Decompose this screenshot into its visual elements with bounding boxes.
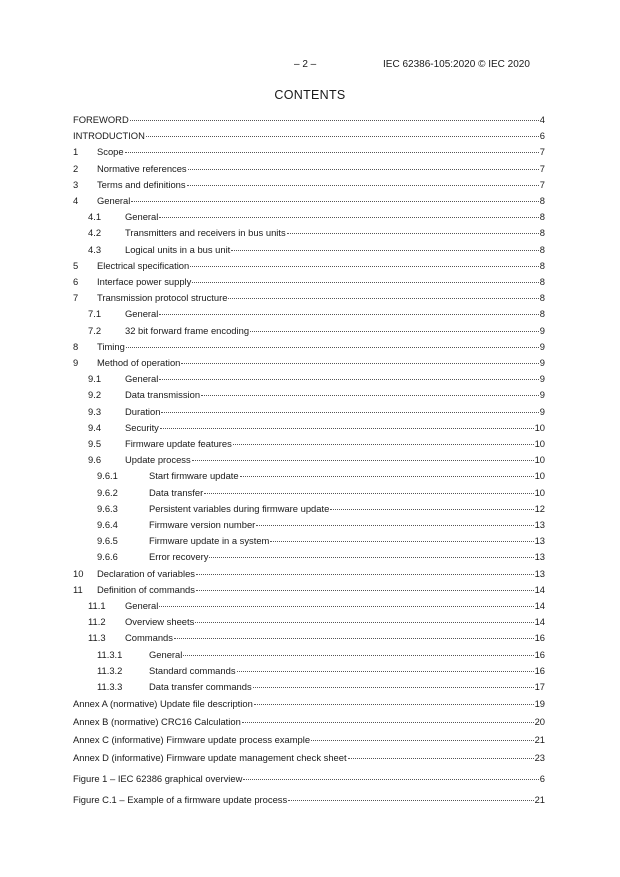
- toc-entry-page: 7: [539, 178, 545, 190]
- dot-leader: [126, 347, 539, 348]
- toc-entry-page: 7: [539, 162, 545, 174]
- toc-entry-number: 9: [73, 357, 79, 368]
- toc-entry-number: 2: [73, 162, 79, 174]
- dot-leader: [250, 331, 539, 332]
- toc-entry-page: 8: [539, 195, 545, 206]
- dot-leader: [159, 379, 538, 380]
- toc-entry-page: 10: [534, 470, 545, 482]
- dot-leader: [130, 120, 539, 121]
- toc-entry-page: 14: [534, 583, 545, 595]
- dot-leader: [237, 671, 534, 672]
- toc-entry-title: Annex B (normative) CRC16 Calculation: [73, 716, 241, 728]
- dot-leader: [256, 525, 533, 526]
- toc-entry[interactable]: [73, 733, 545, 747]
- toc-entry-page: 8: [539, 227, 545, 239]
- toc-entry[interactable]: [97, 518, 545, 532]
- dot-leader: [183, 655, 533, 656]
- toc-entry-number: 9.6.4: [97, 519, 118, 530]
- toc-entry[interactable]: [97, 534, 545, 548]
- dot-leader: [196, 590, 534, 591]
- toc-entry-page: 13: [534, 551, 545, 563]
- toc-entry[interactable]: [88, 372, 545, 386]
- figure-entry-page: 6: [539, 773, 545, 784]
- toc-entry-number: 1: [73, 146, 79, 158]
- toc-entry[interactable]: [88, 421, 545, 435]
- dot-leader: [311, 740, 533, 741]
- toc-entry-page: 13: [534, 567, 545, 579]
- toc-entry-title: Data transmission: [125, 389, 201, 401]
- toc-entry-title: Annex A (normative) Update file description: [73, 698, 253, 710]
- toc-entry[interactable]: [73, 715, 545, 729]
- figure-entry-title: Figure C.1 – Example of a firmware update process: [73, 794, 288, 805]
- toc-entry[interactable]: [88, 405, 545, 419]
- dot-leader: [190, 266, 539, 267]
- toc-entry-page: 10: [534, 454, 545, 466]
- toc-entry-number: 3: [73, 178, 79, 190]
- toc-entry-page: 8: [539, 211, 545, 223]
- toc-entry-title: Transmission protocol structure: [97, 292, 228, 304]
- toc-entry-title: Commands: [125, 632, 173, 644]
- toc-entry-number: 9.6.2: [97, 486, 118, 498]
- toc-entry[interactable]: [88, 615, 545, 629]
- toc-entry-page: 4: [539, 114, 545, 125]
- toc-entry[interactable]: [73, 275, 545, 289]
- toc-entry[interactable]: [73, 751, 545, 765]
- toc-entry[interactable]: [73, 697, 545, 711]
- toc-entry-title: General: [125, 600, 159, 611]
- toc-entry[interactable]: [73, 567, 545, 581]
- toc-entry-page: 17: [534, 681, 545, 692]
- toc-entry[interactable]: [97, 680, 545, 694]
- toc-entry-title: General: [125, 373, 159, 385]
- toc-entry[interactable]: [97, 486, 545, 500]
- toc-entry-page: 8: [539, 259, 545, 271]
- toc-entry-title: Logical units in a bus unit: [125, 243, 231, 255]
- toc-entry-page: 16: [534, 664, 545, 676]
- dot-leader: [228, 298, 538, 299]
- dot-leader: [161, 412, 538, 413]
- toc-entry-number: 4.2: [88, 227, 102, 239]
- dot-leader: [287, 233, 539, 234]
- toc-entry-page: 10: [534, 486, 545, 498]
- toc-entry-title: Annex D (informative) Firmware update management check sheet: [73, 752, 347, 764]
- dot-leader: [233, 444, 534, 445]
- toc-entry-title: General: [125, 308, 159, 320]
- toc-entry-title: General: [125, 211, 159, 223]
- toc-entry-title: Duration: [125, 405, 161, 417]
- toc-entry[interactable]: [73, 178, 545, 192]
- toc-entry-page: 14: [534, 616, 545, 628]
- toc-entry-number: 9.1: [88, 373, 102, 385]
- toc-entry-title: Timing: [97, 340, 125, 352]
- document-reference: IEC 62386-105:2020 © IEC 2020: [383, 59, 530, 70]
- toc-entry[interactable]: [88, 324, 545, 338]
- toc-entry-number: 4.3: [88, 243, 102, 255]
- toc-entry-title: Terms and definitions: [97, 178, 186, 190]
- dot-leader: [204, 493, 533, 494]
- toc-entry[interactable]: [97, 648, 545, 662]
- toc-entry-number: 11.1: [88, 600, 106, 611]
- toc-entry-number: 9.2: [88, 389, 102, 401]
- toc-entry-title: Firmware update in a system: [149, 535, 270, 547]
- toc-entry-title: Overview sheets: [125, 616, 195, 628]
- dot-leader: [242, 722, 534, 723]
- toc-entry-title: Electrical specification: [97, 259, 190, 271]
- toc-entry[interactable]: [97, 664, 545, 678]
- toc-entry-page: 13: [534, 535, 545, 547]
- toc-entry-number: 11.3.3: [97, 681, 123, 692]
- toc-entry[interactable]: [73, 356, 545, 370]
- figure-entry[interactable]: [73, 772, 545, 786]
- toc-entry[interactable]: [73, 194, 545, 208]
- toc-entry-number: 9.6: [88, 454, 102, 466]
- toc-entry-number: 9.6.5: [97, 535, 118, 547]
- toc-entry-title: INTRODUCTION: [73, 130, 145, 142]
- dot-leader: [195, 622, 533, 623]
- toc-entry-title: General: [97, 195, 131, 206]
- toc-entry-number: 6: [73, 276, 79, 287]
- toc-entry-page: 8: [539, 308, 545, 320]
- dot-leader: [348, 758, 534, 759]
- toc-entry-title: Data transfer commands: [149, 681, 252, 692]
- toc-entry-page: 21: [534, 734, 545, 746]
- dot-leader: [174, 638, 534, 639]
- dot-leader: [240, 476, 534, 477]
- dot-leader: [160, 428, 534, 429]
- toc-entry[interactable]: [73, 291, 545, 305]
- toc-entry[interactable]: [73, 162, 545, 176]
- toc-entry-number: 9.6.6: [97, 551, 118, 563]
- toc-entry-title: Method of operation: [97, 357, 181, 368]
- toc-entry-number: 4.1: [88, 211, 102, 223]
- page-title: CONTENTS: [274, 88, 346, 102]
- toc-entry-number: 11: [73, 583, 83, 595]
- toc-entry-number: 7.2: [88, 324, 102, 336]
- dot-leader: [159, 217, 538, 218]
- toc-entry[interactable]: [88, 226, 545, 240]
- toc-entry-page: 7: [539, 146, 545, 158]
- toc-entry-page: 8: [539, 243, 545, 255]
- toc-entry-title: Annex C (informative) Firmware update process example: [73, 734, 311, 746]
- toc-entry-number: 5: [73, 259, 79, 271]
- dot-leader: [146, 136, 539, 137]
- toc-entry[interactable]: [88, 437, 545, 451]
- dot-leader: [159, 606, 533, 607]
- toc-entry-number: 9.3: [88, 405, 102, 417]
- toc-entry[interactable]: [73, 129, 545, 143]
- toc-entry-page: 9: [539, 357, 545, 368]
- dot-leader: [192, 282, 538, 283]
- dot-leader: [270, 541, 533, 542]
- toc-entry-title: Transmitters and receivers in bus units: [125, 227, 286, 239]
- toc-entry-number: 7.1: [88, 308, 102, 320]
- toc-entry-title: Start firmware update: [149, 470, 239, 482]
- dot-leader: [231, 250, 539, 251]
- dot-leader: [131, 201, 538, 202]
- toc-entry-title: Definition of commands: [97, 583, 195, 595]
- toc-entry[interactable]: [97, 502, 545, 516]
- dot-leader: [188, 169, 539, 170]
- toc-entry-number: 7: [73, 292, 79, 304]
- toc-entry-page: 19: [534, 698, 545, 710]
- toc-entry-title: Standard commands: [149, 664, 236, 676]
- toc-entry-number: 9.6.1: [97, 470, 118, 482]
- toc-entry[interactable]: [88, 599, 545, 613]
- dot-leader: [192, 460, 534, 461]
- toc-entry-page: 20: [534, 716, 545, 728]
- toc-entry-title: Security: [125, 421, 159, 433]
- toc-entry-page: 9: [539, 340, 545, 352]
- toc-entry-number: 11.3.2: [97, 664, 123, 676]
- dot-leader: [243, 779, 538, 780]
- toc-entry[interactable]: [88, 307, 545, 321]
- toc-entry[interactable]: [88, 243, 545, 257]
- toc-entry-number: 9.5: [88, 438, 102, 449]
- toc-entry-number: 4: [73, 195, 79, 206]
- toc-entry-page: 9: [539, 405, 545, 417]
- toc-entry-number: 11.3.1: [97, 648, 123, 660]
- toc-entry-title: Error recovery: [149, 551, 209, 563]
- dot-leader: [196, 574, 534, 575]
- toc-entry-page: 8: [539, 292, 545, 304]
- page-number: – 2 –: [294, 59, 317, 70]
- toc-entry[interactable]: [73, 259, 545, 273]
- figure-entry-page: 21: [534, 794, 545, 805]
- toc-entry-page: 6: [539, 130, 545, 142]
- toc-entry-title: FOREWORD: [73, 114, 129, 125]
- toc-entry[interactable]: [73, 583, 545, 597]
- toc-entry-title: Normative references: [97, 162, 187, 174]
- toc-entry-page: 9: [539, 373, 545, 385]
- toc-entry-number: 11.2: [88, 616, 106, 628]
- toc-entry-number: 9.6.3: [97, 502, 118, 514]
- dot-leader: [159, 314, 538, 315]
- toc-entry-page: 16: [534, 632, 545, 644]
- dot-leader: [288, 800, 533, 801]
- toc-entry-page: 14: [534, 600, 545, 611]
- toc-entry-page: 16: [534, 648, 545, 660]
- dot-leader: [254, 704, 534, 705]
- toc-entry[interactable]: [97, 550, 545, 564]
- dot-leader: [209, 557, 533, 558]
- toc-entry-page: 10: [534, 421, 545, 433]
- toc-entry-title: Interface power supply: [97, 276, 192, 287]
- toc-entry-title: Firmware update features: [125, 438, 232, 449]
- toc-entry[interactable]: [88, 210, 545, 224]
- toc-entry[interactable]: [88, 453, 545, 467]
- dot-leader: [330, 509, 533, 510]
- dot-leader: [253, 687, 534, 688]
- toc-entry-title: Persistent variables during firmware update: [149, 502, 330, 514]
- figure-entry[interactable]: [73, 793, 545, 807]
- toc-entry-page: 13: [534, 519, 545, 530]
- toc-entry-title: Update process: [125, 454, 191, 466]
- toc-entry[interactable]: [88, 388, 545, 402]
- toc-entry-title: Scope: [97, 146, 124, 158]
- dot-leader: [125, 152, 539, 153]
- dot-leader: [187, 185, 539, 186]
- toc-entry-number: 8: [73, 340, 79, 352]
- toc-entry-title: Firmware version number: [149, 519, 256, 530]
- toc-entry[interactable]: [97, 469, 545, 483]
- toc-entry-number: 9.4: [88, 421, 102, 433]
- toc-entry-number: 10: [73, 567, 84, 579]
- dot-leader: [201, 395, 539, 396]
- toc-entry[interactable]: [73, 113, 545, 127]
- dot-leader: [181, 363, 538, 364]
- toc-entry-page: 8: [539, 276, 545, 287]
- toc-entry-page: 12: [534, 502, 545, 514]
- toc-entry-page: 10: [534, 438, 545, 449]
- toc-entry-title: Declaration of variables: [97, 567, 195, 579]
- toc-entry-title: 32 bit forward frame encoding: [125, 324, 250, 336]
- figure-entry-title: Figure 1 – IEC 62386 graphical overview: [73, 773, 243, 784]
- toc-entry[interactable]: [73, 145, 545, 159]
- toc-entry-page: 9: [539, 389, 545, 401]
- toc-entry[interactable]: [73, 340, 545, 354]
- toc-entry-title: General: [149, 648, 183, 660]
- toc-entry-title: Data transfer: [149, 486, 204, 498]
- toc-entry[interactable]: [88, 631, 545, 645]
- toc-entry-page: 9: [539, 324, 545, 336]
- toc-entry-number: 11.3: [88, 632, 106, 644]
- toc-entry-page: 23: [534, 752, 545, 764]
